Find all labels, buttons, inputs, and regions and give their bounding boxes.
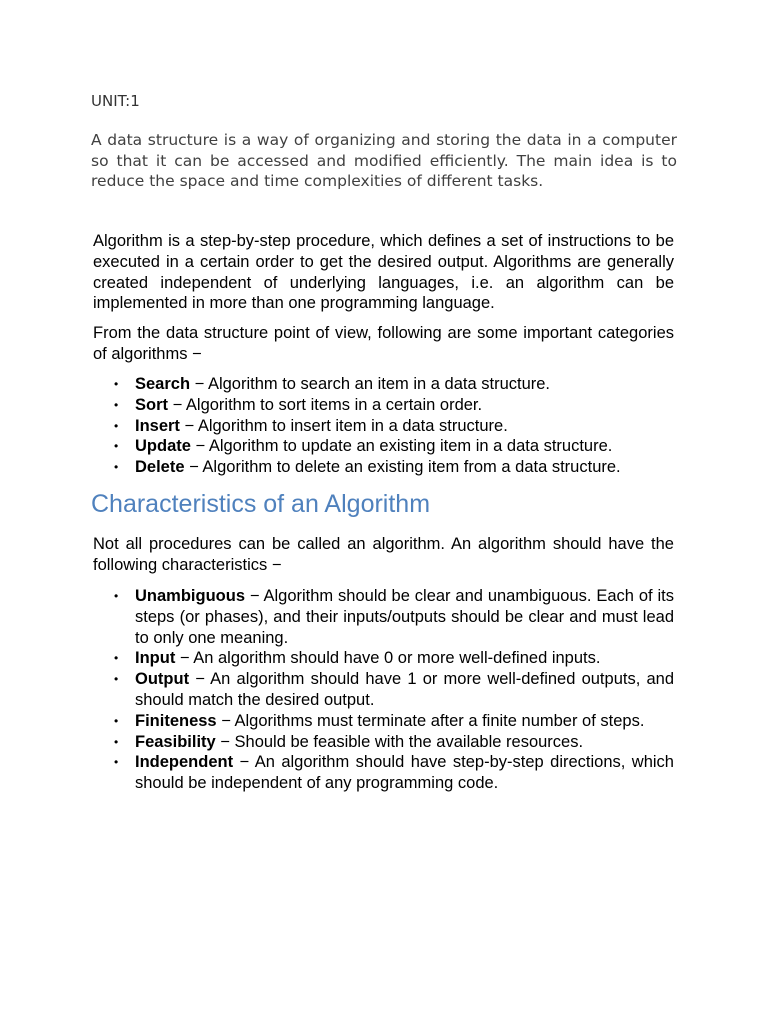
bullet-icon: • <box>114 651 119 666</box>
category-desc: − Algorithm to sort items in a certain order. <box>168 395 483 414</box>
category-term: Sort <box>135 395 168 414</box>
intro-paragraph: A data structure is a way of organizing and storing the data in a computer so that it can be accessed and modified efficiently. The main idea is to reduce the space and time complexities of different tasks. <box>91 131 677 190</box>
algorithm-paragraph: Algorithm is a step-by-step procedure, which defines a set of instructions to be executed in a certain order to get the desired output. Algorithms are generally created independent of underlying languages, i.e. an algorithm can be implemented in more than one programming language. <box>93 232 674 313</box>
category-desc: − Algorithm to delete an existing item from a data structure. <box>184 458 621 477</box>
list-item-search <box>114 374 674 395</box>
category-term: Update <box>135 437 191 456</box>
bullet-icon: • <box>114 713 119 728</box>
bullet-icon: • <box>114 755 119 770</box>
category-term: Search <box>135 375 191 393</box>
characteristic-term: Feasibility <box>135 732 216 751</box>
characteristic-term: Input <box>135 649 176 668</box>
characteristic-desc: − An algorithm should have 0 or more well-defined inputs. <box>175 649 601 668</box>
characteristic-term: Unambiguous <box>135 587 245 605</box>
bullet-icon: • <box>114 589 119 603</box>
list-item-delete <box>114 457 674 478</box>
characteristic-term: Independent <box>135 753 234 772</box>
characteristics-heading: Characteristics of an Algorithm <box>91 490 431 518</box>
unit-label: UNIT:1 <box>91 92 140 110</box>
characteristics-list <box>114 586 674 794</box>
categories-intro-paragraph: From the data structure point of view, following are some important categories of algorithms − <box>93 324 674 363</box>
characteristic-term: Finiteness <box>135 711 217 730</box>
list-item-insert <box>114 416 674 437</box>
bullet-icon: • <box>114 439 119 454</box>
list-item-update <box>114 436 674 457</box>
category-term: Delete <box>135 458 185 477</box>
bullet-icon: • <box>114 460 119 475</box>
characteristic-desc: − An algorithm should have 1 or more well-defined outputs, and should match the desired output. <box>135 670 674 709</box>
characteristic-term: Output <box>135 670 190 689</box>
list-item-unambiguous <box>114 586 674 648</box>
category-term: Insert <box>135 416 180 435</box>
list-item-output <box>114 669 674 711</box>
bullet-icon: • <box>114 734 119 749</box>
characteristic-desc: − Should be feasible with the available resources. <box>215 732 584 751</box>
list-item-independent <box>114 752 674 794</box>
bullet-icon: • <box>114 377 119 391</box>
characteristic-desc: − Algorithm should be clear and unambiguous. Each of its steps (or phases), and their inputs/outputs should be clear and must lead to only one meaning. <box>135 587 674 647</box>
list-item-sort <box>114 395 674 416</box>
list-item-finiteness <box>114 711 674 732</box>
category-desc: − Algorithm to insert item in a data structure. <box>179 416 508 435</box>
bullet-icon: • <box>114 672 119 687</box>
category-desc: − Algorithm to search an item in a data structure. <box>190 375 551 393</box>
characteristic-desc: − An algorithm should have step-by-step directions, which should be independent of any programming code. <box>135 753 674 793</box>
bullet-icon: • <box>114 418 119 433</box>
characteristic-desc: − Algorithms must terminate after a finite number of steps. <box>216 711 645 730</box>
list-item-feasibility <box>114 732 674 753</box>
list-item-input <box>114 648 674 669</box>
characteristics-intro-paragraph: Not all procedures can be called an algorithm. An algorithm should have the following characteristics − <box>93 535 674 574</box>
category-desc: − Algorithm to update an existing item in a data structure. <box>190 437 613 456</box>
categories-list <box>114 374 674 478</box>
bullet-icon: • <box>114 397 119 412</box>
